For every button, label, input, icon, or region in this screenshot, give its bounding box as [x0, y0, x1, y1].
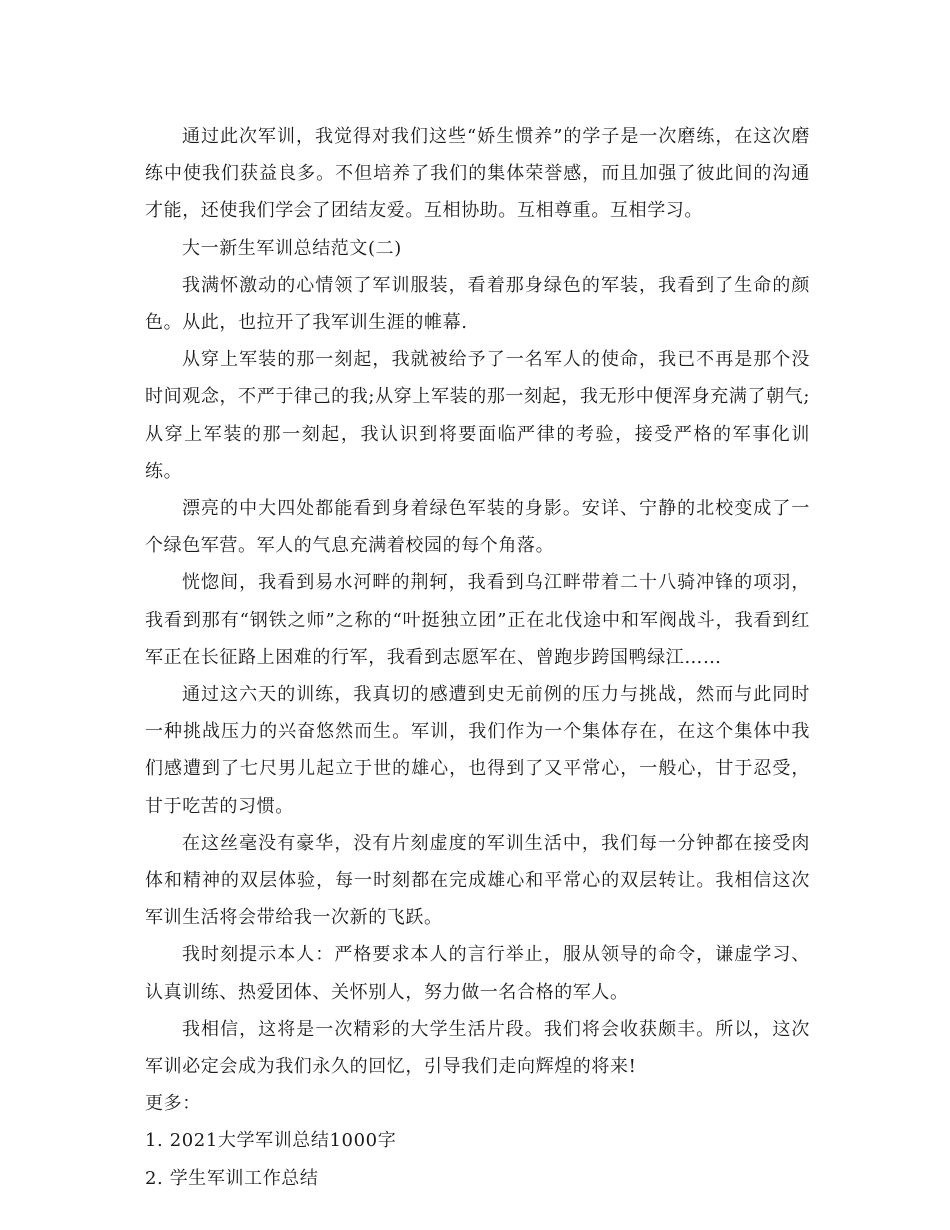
section-heading: 大一新生军训总结范文(二) [182, 237, 402, 259]
related-link-1[interactable]: 1. 2021大学军训总结1000字 [145, 1130, 397, 1152]
more-label: 更多： [145, 1093, 201, 1115]
paragraph: 从穿上军装的那一刻起，我就被给予了一名军人的使命，我已不再是那个没时间观念，不严于律己的我;从穿上军装的那一刻起，我无形中便浑身充满了朝气;从穿上军装的那一刻起，我认识到将要面临严律的考验，接受严格的军事化训练。 [145, 349, 810, 482]
paragraph: 通过这六天的训练，我真切的感遭到史无前例的压力与挑战，然而与此同时一种挑战压力的兴奋悠然而生。军训，我们作为一个集体存在，在这个集体中我们感遭到了七尺男儿起立于世的雄心，也得到了又平常心，一般心，甘于忍受，甘于吃苦的习惯。 [145, 684, 810, 817]
paragraph: 我满怀激动的心情领了军训服装，看着那身绿色的军装，我看到了生命的颜色。从此，也拉开了我军训生涯的帷幕. [145, 274, 810, 334]
paragraph: 恍惚间，我看到易水河畔的荆轲，我看到乌江畔带着二十八骑冲锋的项羽，我看到那有“钢铁之师”之称的“叶挺独立团”正在北伐途中和军阀战斗，我看到红军正在长征路上困难的行军，我看到志愿军在、曾跑步跨国鸭绿江…… [145, 572, 810, 668]
paragraph: 通过此次军训，我觉得对我们这些“娇生惯养”的学子是一次磨练，在这次磨练中使我们获益良多。不但培养了我们的集体荣誉感，而且加强了彼此间的沟通才能，还使我们学会了团结友爱。互相协助。互相尊重。互相学习。 [145, 126, 810, 222]
paragraph: 我相信，这将是一次精彩的大学生活片段。我们将会收获颇丰。所以，这次军训必定会成为我们永久的回忆，引导我们走向辉煌的将来! [145, 1018, 810, 1078]
related-link-2[interactable]: 2. 学生军训工作总结 [145, 1167, 319, 1189]
document-body [145, 118, 810, 1197]
paragraph: 我时刻提示本人：严格要求本人的言行举止，服从领导的命令，谦虚学习、认真训练、热爱团体、关怀别人，努力做一名合格的军人。 [145, 944, 810, 1003]
paragraph: 在这丝毫没有豪华，没有片刻虚度的军训生活中，我们每一分钟都在接受肉体和精神的双层体验，每一时刻都在完成雄心和平常心的双层转让。我相信这次军训生活将会带给我一次新的飞跃。 [145, 832, 810, 929]
paragraph: 漂亮的中大四处都能看到身着绿色军装的身影。安详、宁静的北校变成了一个绿色军营。军人的气息充满着校园的每个角落。 [145, 498, 810, 557]
